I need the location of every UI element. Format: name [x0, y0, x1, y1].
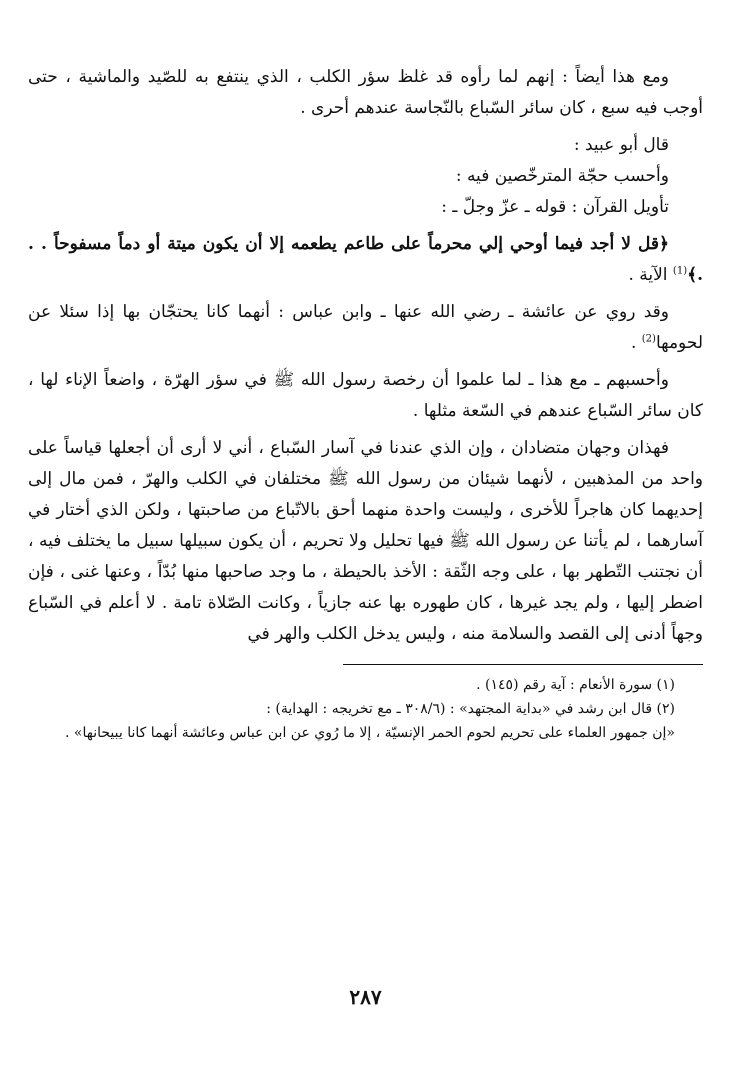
quran-interpretation-line: تأويل القرآن : قوله ـ عزّ وجلّ ـ :: [441, 197, 669, 217]
paragraph-3-text: وقد روي عن عائشة ـ رضي الله عنها ـ وابن عباس : أنهما كانا يحتجّان بها إذا سئلا عن لحومها: [28, 302, 703, 353]
footnote-1: (١) سورة الأنعام : آية رقم (١٤٥) .: [476, 677, 675, 693]
footnote-2-quote: «إن جمهور العلماء على تحريم لحوم الحمر الإنسيّة ، إلا ما رُوي عن ابن عباس وعائشة أنهما كانا يبيحانها» .: [65, 725, 675, 741]
footnote-ref-1: (1): [672, 265, 688, 277]
paragraph-4: وأحسبهم ـ مع هذا ـ لما علموا أن رخصة رسول الله ﷺ في سؤر الهرّة ، واضعاً الإناء لها ، كان سائر السّباع عندهم في السّعة مثلها .: [28, 370, 703, 421]
footnote-2: (٢) قال ابن رشد في «بداية المجتهد» : (٣٠٨/٦ ـ مع تخريجه : الهداية) :: [266, 701, 675, 717]
footnote-divider: [343, 664, 703, 665]
verse-tail: الآية .: [628, 265, 673, 285]
paragraph-3: [28, 297, 703, 359]
footnote-ref-2: (2): [641, 333, 656, 345]
permitters-argument-line: وأحسب حجّة المترخّصين فيه :: [455, 166, 669, 186]
paragraph-1: ومع هذا أيضاً : إنهم لما رأوه قد غلظ سؤر الكلب ، الذي ينتفع به للصّيد والماشية ، حتى أوجب فيه سبع ، كان سائر السّباع بالنّجاسة عندهم أحرى .: [28, 67, 703, 118]
paragraph-5: فهذان وجهان متضادان ، وإن الذي عندنا في آسار السّباع ، أني لا أرى أن أجعلها قياساً على واحد من المذهبين ، لأنهما شيئان من رسول الله ﷺ مختلفان في الكلب والهرّ ، فمن مال إلى إحديهما كان هاجراً للأخرى ، وليست واحدة منهما أحق بالاتّباع من صاحبتها ، ولكن الذي أختار في آسارهما ، لم يأتنا عن رسول الله ﷺ فيها تحليل ولا تحريم ، أن يكون سبيلها سبيل ما يختلف فيه ، أن نجتنب التّطهر بها ، على وجه الثّقة : الأخذ بالحيطة ، ما وجد صاحبها منها بُدّاً ، وعنها غنى ، فإن اضطر إليها ، ولم يجد غيرها ، كان طهوره بها عنه جازياً ، وكانت الصّلاة تامة . لا أعلم في السّباع وجهاً أدنى إلى القصد والسلامة منه ، وليس يدخل الكلب والهر في: [28, 438, 703, 644]
quran-verse-paragraph: [28, 229, 703, 291]
paragraph-3-tail: .: [630, 333, 642, 353]
abu-ubaid-line: قال أبو عبيد :: [573, 135, 669, 155]
page-number: ٢٨٧: [349, 985, 382, 1009]
quran-verse: ﴿قل لا أجد فيما أوحي إلي محرماً على طاعم يطعمه إلا أن يكون ميتة أو دماً مسفوحاً . . .﴾: [28, 234, 703, 285]
paragraph-2: [28, 130, 703, 223]
